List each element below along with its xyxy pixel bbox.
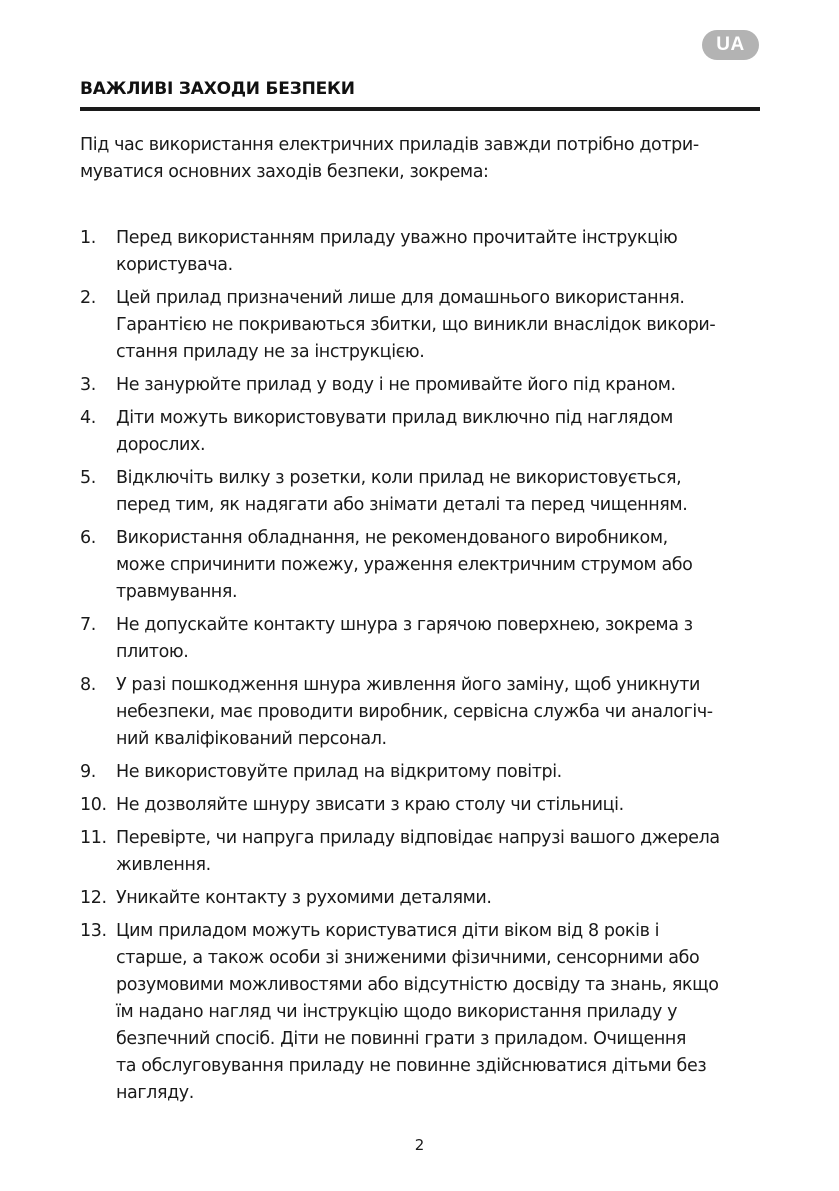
item-number: 13.: [80, 921, 107, 941]
safety-list: [80, 225, 770, 1113]
item-number: 3.: [80, 375, 96, 395]
intro-paragraph: Під час використання електричних приладів завжди потрібно дотри- муватися основних заходів безпеки, зокрема:: [80, 135, 699, 182]
item-number: 12.: [80, 888, 107, 908]
item-text: Використання обладнання, не рекомендованого виробником, може спричинити пожежу, ураження електричним струмом або травмування.: [116, 528, 693, 602]
list-item: [80, 612, 770, 666]
item-text: Цим приладом можуть користуватися діти віком від 8 років і старше, а також особи зі зниженими фізичними, сенсорними або розумовими можливостями або відсутністю досвіду та знань, якщо їм надано нагляд чи інструкцію щодо використання приладу у безпечний спосіб. Діти не повинні грати з приладом. Очищення та обслуговування приладу не повинне здійснюватися дітьми без нагляду.: [116, 921, 719, 1103]
item-text: Перевірте, чи напруга приладу відповідає напрузі вашого джерела живлення.: [116, 828, 720, 875]
list-item: [80, 525, 770, 606]
list-item: [80, 672, 770, 753]
item-number: 11.: [80, 828, 107, 848]
title-divider: [80, 107, 760, 111]
list-item: [80, 372, 770, 399]
item-number: 4.: [80, 408, 96, 428]
item-number: 5.: [80, 468, 96, 488]
list-item: [80, 225, 770, 279]
item-text: Перед використанням приладу уважно прочитайте інструкцію користувача.: [116, 228, 678, 275]
page-title: ВАЖЛИВІ ЗАХОДИ БЕЗПЕКИ: [80, 79, 355, 99]
item-text: У разі пошкодження шнура живлення його заміну, щоб уникнути небезпеки, має проводити виробник, сервісна служба чи аналогіч- ний кваліфікований персонал.: [116, 675, 713, 749]
list-item: [80, 792, 770, 819]
language-badge: UA: [702, 30, 759, 60]
item-text: Відключіть вилку з розетки, коли прилад не використовується, перед тим, як надягати або знімати деталі та перед чищенням.: [116, 468, 688, 515]
item-number: 10.: [80, 795, 107, 815]
list-item: [80, 885, 770, 912]
item-text: Уникайте контакту з рухомими деталями.: [116, 888, 492, 908]
item-text: Не використовуйте прилад на відкритому повітрі.: [116, 762, 562, 782]
item-number: 7.: [80, 615, 96, 635]
item-number: 6.: [80, 528, 96, 548]
item-number: 2.: [80, 288, 96, 308]
item-text: Не дозволяйте шнуру звисати з краю столу чи стільниці.: [116, 795, 624, 815]
list-item: [80, 825, 770, 879]
item-number: 8.: [80, 675, 96, 695]
list-item: [80, 405, 770, 459]
list-item: [80, 465, 770, 519]
item-text: Діти можуть використовувати прилад виключно під наглядом дорослих.: [116, 408, 673, 455]
item-text: Не допускайте контакту шнура з гарячою поверхнею, зокрема з плитою.: [116, 615, 693, 662]
list-item: [80, 918, 770, 1107]
list-item: [80, 759, 770, 786]
item-number: 1.: [80, 228, 96, 248]
item-number: 9.: [80, 762, 96, 782]
item-text: Цей прилад призначений лише для домашнього використання. Гарантією не покриваються збитки, що виникли внаслідок викори- стання приладу не за інструкцією.: [116, 288, 716, 362]
item-text: Не занурюйте прилад у воду і не промивайте його під краном.: [116, 375, 676, 395]
page-number: 2: [414, 1136, 425, 1154]
list-item: [80, 285, 770, 366]
